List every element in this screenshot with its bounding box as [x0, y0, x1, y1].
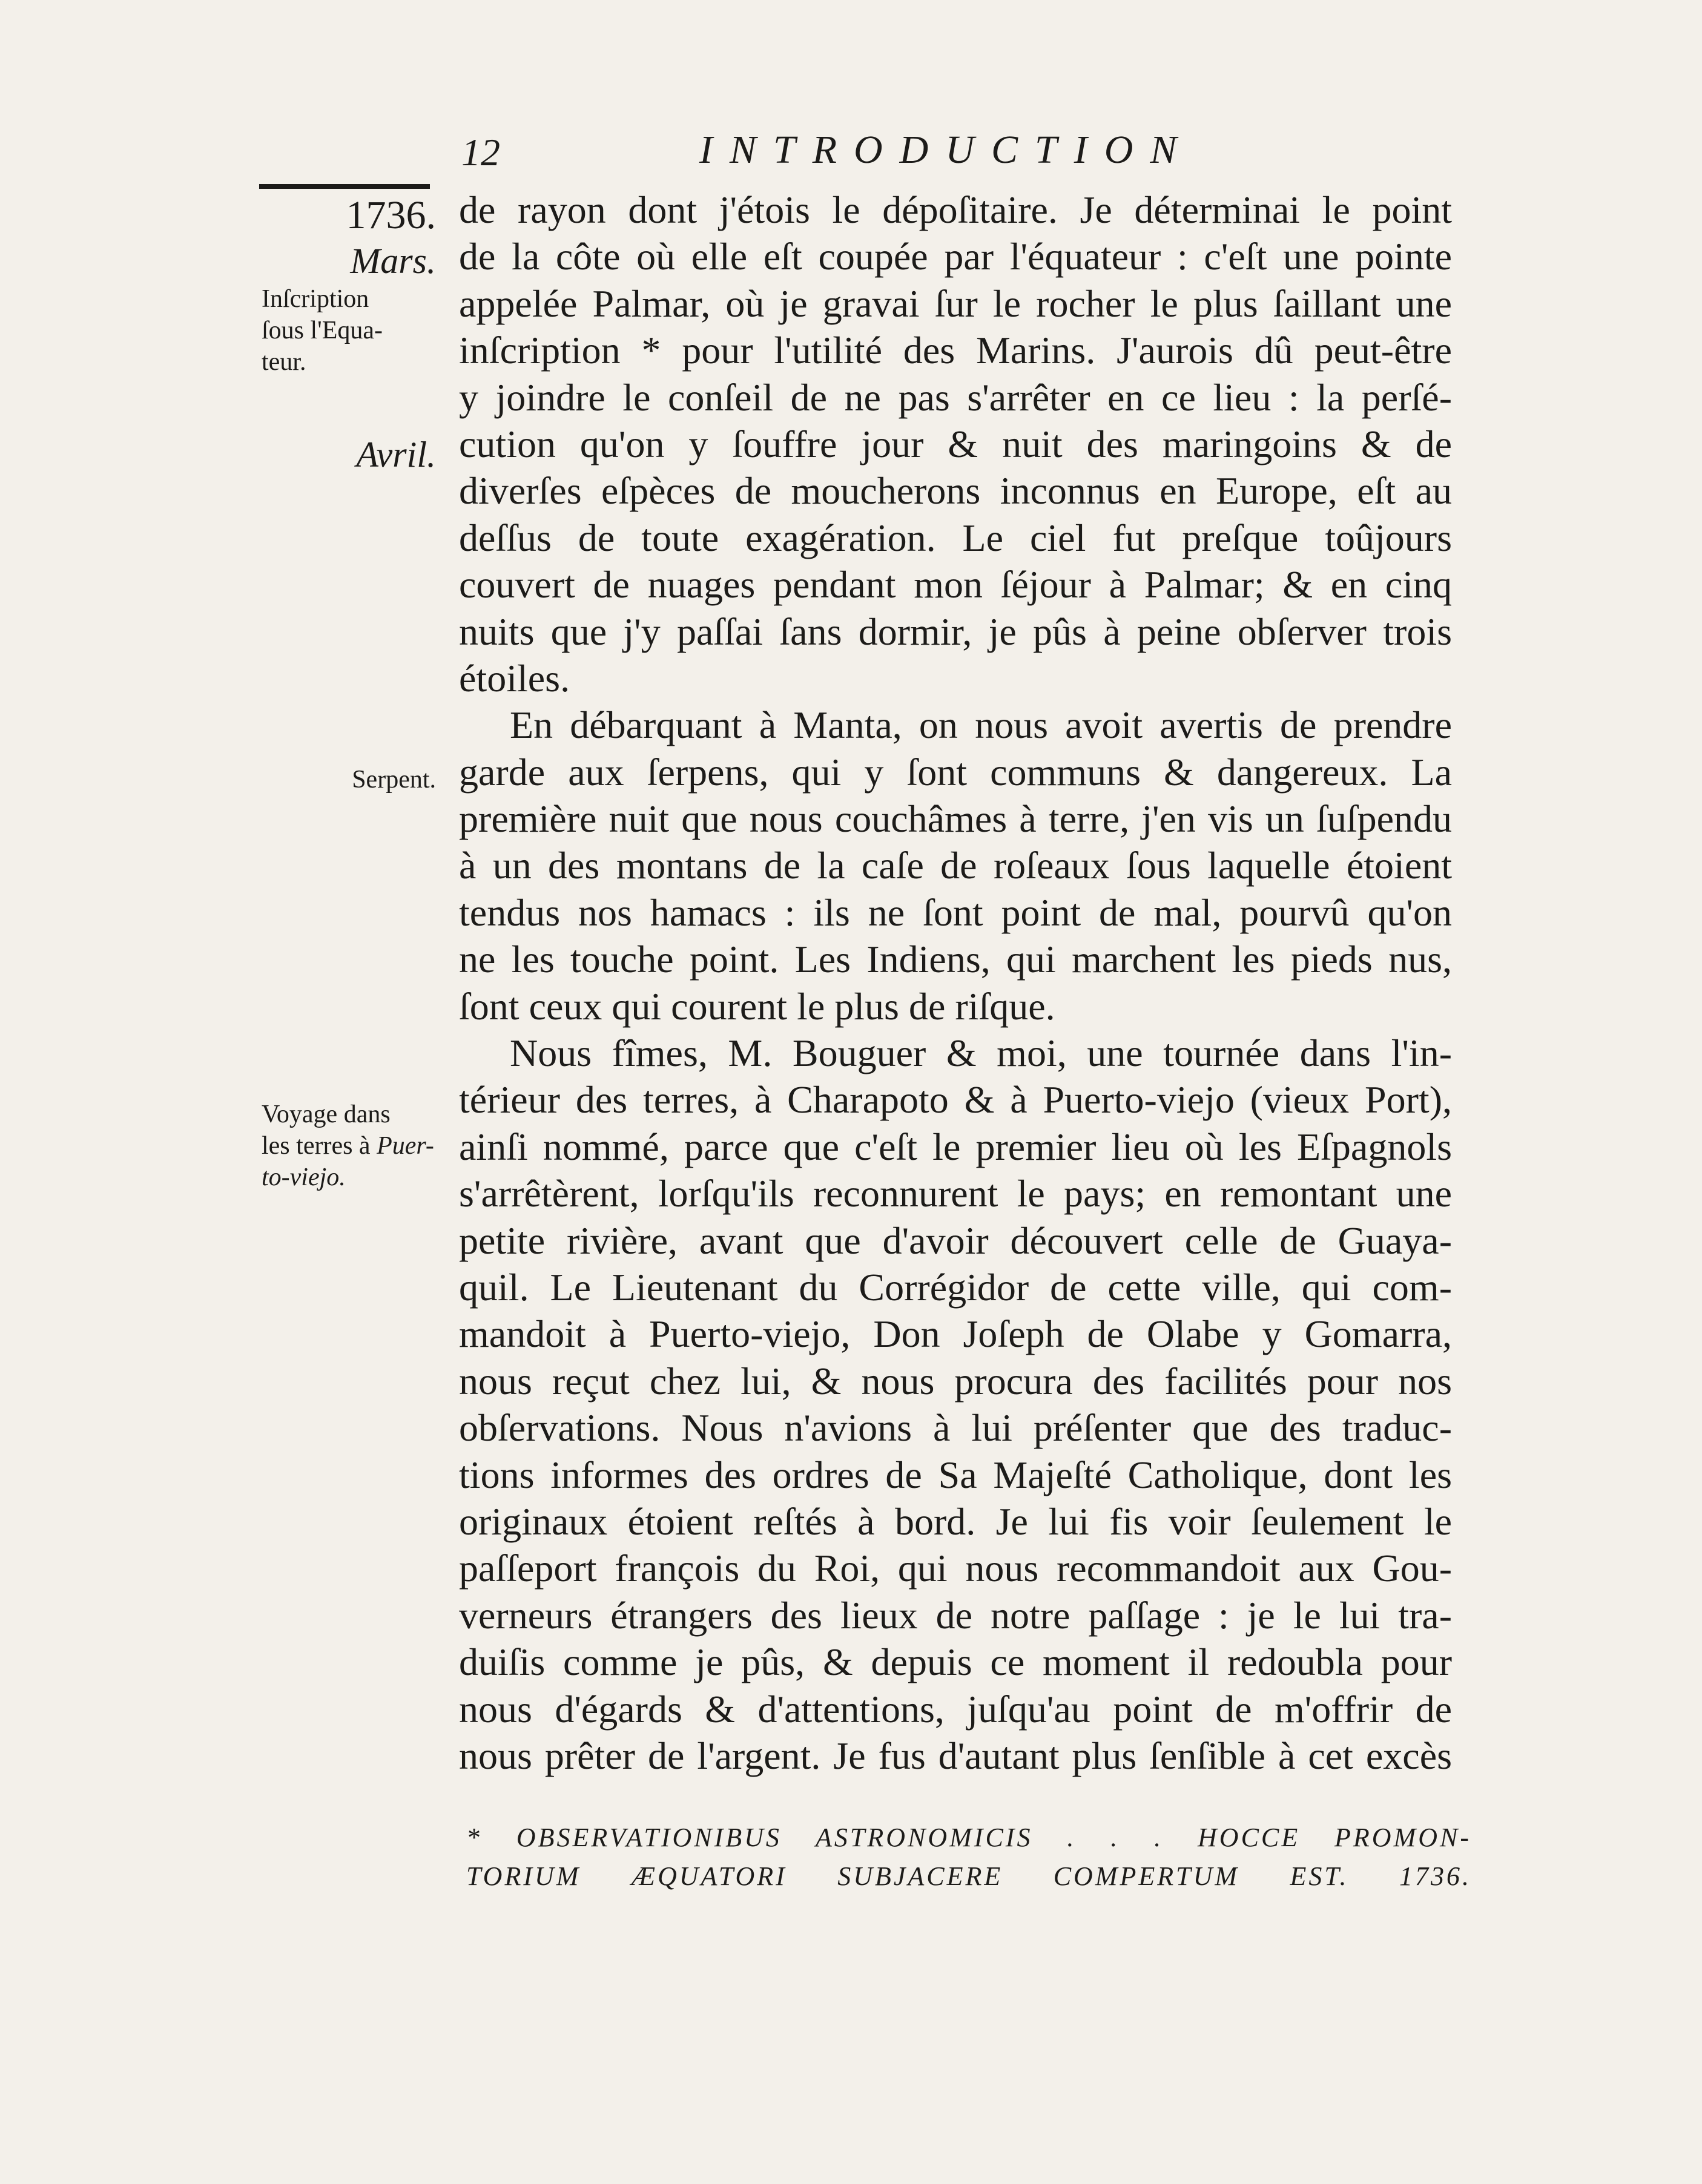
text-line: étoiles. — [459, 656, 570, 700]
text-line: tions informes des ordres de Sa Majeſté Catholique, dont les — [459, 1453, 1452, 1496]
text-line: deſſus de toute exagération. Le ciel fut preſque toûjours — [459, 516, 1452, 559]
text-line: appelée Palmar, où je gravai ſur le rocher le plus ſaillant une — [459, 281, 1452, 325]
text-line: duiſis comme je pûs, & depuis ce moment il redoubla pour — [459, 1640, 1452, 1684]
text-line: ſont ceux qui courent le plus de riſque. — [459, 984, 1055, 1028]
margin-note-line: ſous l'Equa- — [262, 317, 383, 344]
text-line: mandoit à Puerto-viejo, Don Joſeph de Olabe y Gomarra, — [459, 1312, 1452, 1356]
text-line: quil. Le Lieutenant du Corrégidor de cette ville, qui com- — [459, 1265, 1452, 1309]
margin-note-line: Voyage dans — [262, 1100, 391, 1128]
text-line: première nuit que nous couchâmes à terre, j'en vis un ſuſpendu — [459, 797, 1452, 841]
margin-note-line: Inſcription — [262, 285, 369, 313]
text-line: petite rivière, avant que d'avoir découvert celle de Guaya- — [459, 1219, 1452, 1262]
text-line: ne les touche point. Les Indiens, qui marchent les pieds nus, — [459, 938, 1452, 981]
margin-note-line — [262, 1130, 443, 1162]
text-line: s'arrêtèrent, lorſqu'ils reconnurent le pays; en remontant une — [459, 1172, 1452, 1215]
text-line: En débarquant à Manta, on nous avoit avertis de prendre — [510, 703, 1452, 747]
margin-note-fragment: les terres à — [262, 1132, 377, 1160]
text-line: paſſeport françois du Roi, qui nous recommandoit aux Gou- — [459, 1547, 1452, 1590]
text-line: de la côte où elle eſt coupée par l'équateur : c'eſt une pointe — [459, 235, 1452, 278]
text-line: inſcription * pour l'utilité des Marins. J'aurois dû peut-être — [459, 329, 1452, 372]
text-line: tendus nos hamacs : ils ne ſont point de mal, pourvû qu'on — [459, 890, 1452, 934]
text-line: Nous fîmes, M. Bouguer & moi, une tournée dans l'in- — [510, 1031, 1452, 1075]
margin-note-line: to-viejo. — [262, 1163, 346, 1191]
body-text — [459, 186, 1452, 1779]
text-line: originaux étoient reſtés à bord. Je lui fis voir ſeulement le — [459, 1499, 1452, 1543]
text-line: nous d'égards & d'attentions, juſqu'au point de m'offrir de — [459, 1687, 1452, 1731]
text-line: nous reçut chez lui, & nous procura des facilités pour nos — [459, 1359, 1452, 1403]
text-line: térieur des terres, à Charapoto & à Puerto-viejo (vieux Port), — [459, 1078, 1452, 1122]
margin-month-march: Mars. — [350, 241, 436, 281]
margin-note-voyage — [262, 1099, 443, 1193]
text-line: obſervations. Nous n'avions à lui préſenter que des traduc- — [459, 1406, 1452, 1450]
margin-note-fragment-italic: Puer- — [377, 1132, 434, 1160]
footnote-line: TORIUM ÆQUATORI SUBJACERE COMPERTUM EST. 1736. — [466, 1861, 1471, 1891]
text-line: cution qu'on y ſouffre jour & nuit des maringoins & de — [459, 422, 1452, 465]
text-line: de rayon dont j'étois le dépoſitaire. Je déterminai le point — [459, 188, 1452, 231]
text-line: à un des montans de la caſe de roſeaux ſous laquelle étoient — [459, 844, 1452, 887]
text-line: couvert de nuages pendant mon ſéjour à Palmar; & en cinq — [459, 563, 1452, 607]
margin-rule — [259, 184, 430, 189]
margin-note-inscription — [262, 283, 467, 378]
text-line: y joindre le conſeil de ne pas s'arrêter en ce lieu : la perſé- — [459, 375, 1452, 419]
text-line: garde aux ſerpens, qui y ſont communs & dangereux. La — [459, 750, 1452, 794]
page-number: 12 — [461, 131, 500, 174]
margin-note-serpent: Serpent. — [352, 766, 436, 794]
text-line: nous prêter de l'argent. Je fus d'autant plus ſenſible à cet excès — [459, 1734, 1452, 1777]
text-line: ainſi nommé, parce que c'eſt le premier lieu où les Eſpagnols — [459, 1125, 1452, 1168]
text-line: verneurs étrangers des lieux de notre paſſage : je le lui tra- — [459, 1593, 1452, 1637]
margin-month-april: Avril. — [356, 435, 436, 475]
text-line: nuits que j'y paſſai ſans dormir, je pûs à peine obſerver trois — [459, 610, 1452, 653]
text-line: diverſes eſpèces de moucherons inconnus en Europe, eſt au — [459, 469, 1452, 513]
footnote-line: * OBSERVATIONIBUS ASTRONOMICIS . . . HOCCE PROMON- — [466, 1823, 1471, 1852]
margin-date: 1736. — [346, 193, 436, 237]
margin-note-line: teur. — [262, 348, 306, 376]
footnote — [466, 1818, 1471, 1896]
running-title: INTRODUCTION — [699, 128, 1194, 172]
